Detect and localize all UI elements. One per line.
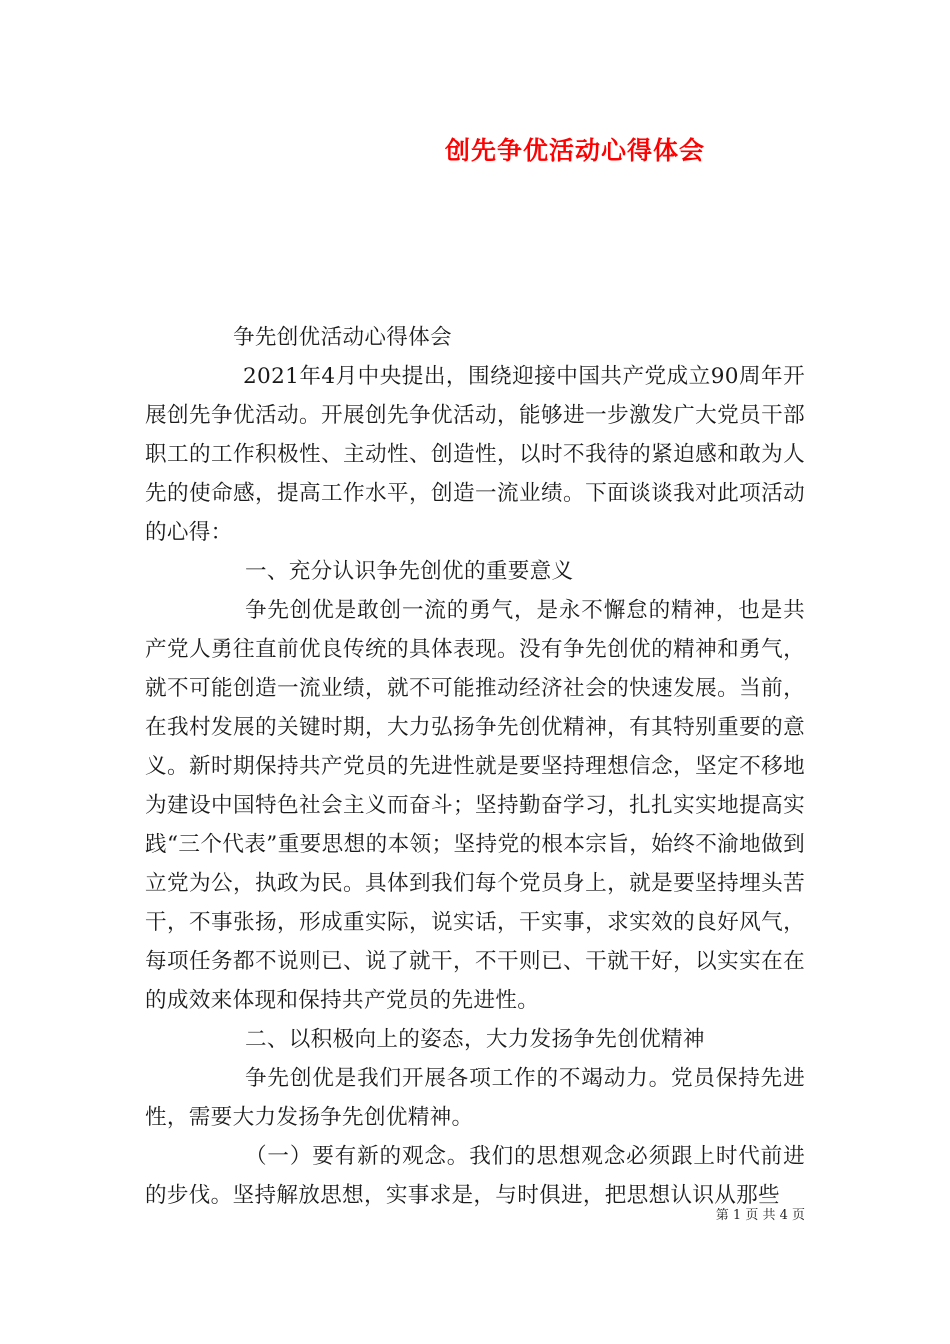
section-heading-1: 一、充分认识争先创优的重要意义 <box>245 559 574 584</box>
body-paragraph-1: 争先创优是敢创一流的勇气，是永不懈怠的精神，也是共产党人勇往直前优良传统的具体表现。没有争先创优的精神和勇气，就不可能创造一流业绩，就不可能推动经济社会的快速发展。当前，在我村发展的关键时期，大力弘扬争先创优精神，有其特别重要的意义。新时期保持共产党员的先进性就是要坚持理想信念，坚定不移地为建设中国特色社会主义而奋斗；坚持勤奋学习，扎扎实实地提高实践“三个代表”重要思想的本领；坚持党的根本宗旨，始终不渝地做到立党为公，执政为民。具体到我们每个党员身上，就是要坚持埋头苦干，不事张扬，形成重实际，说实话，干实事，求实效的良好风气，每项任务都不说则已、说了就干，不干则已、干就干好，以实实在在的成效来体现和保持共产党员的先进性。 <box>145 598 805 1013</box>
page-title: 创先争优活动心得体会 <box>444 136 705 165</box>
subtitle-paragraph: 争先创优活动心得体会 <box>233 325 452 350</box>
section-heading-2: 二、以积极向上的姿态，大力发扬争先创优精神 <box>245 1027 705 1052</box>
body-paragraph-2: 争先创优是我们开展各项工作的不竭动力。党员保持先进性，需要大力发扬争先创优精神。 <box>145 1066 805 1130</box>
body-paragraph-3: （一）要有新的观念。我们的思想观念必须跟上时代前进的步伐。坚持解放思想，实事求是，与时俱进，把思想认识从那些 <box>145 1144 805 1208</box>
document-body <box>145 318 805 1215</box>
intro-paragraph: 2021年4月中央提出，围绕迎接中国共产党成立90周年开展创先争优活动。开展创先争优活动，能够进一步激发广大党员干部职工的工作积极性、主动性、创造性，以时不我待的紧迫感和敢为人先的使命感，提高工作水平，创造一流业绩。下面谈谈我对此项活动的心得： <box>145 364 805 545</box>
page-footer: 第 1 页 共 4 页 <box>715 1208 805 1223</box>
